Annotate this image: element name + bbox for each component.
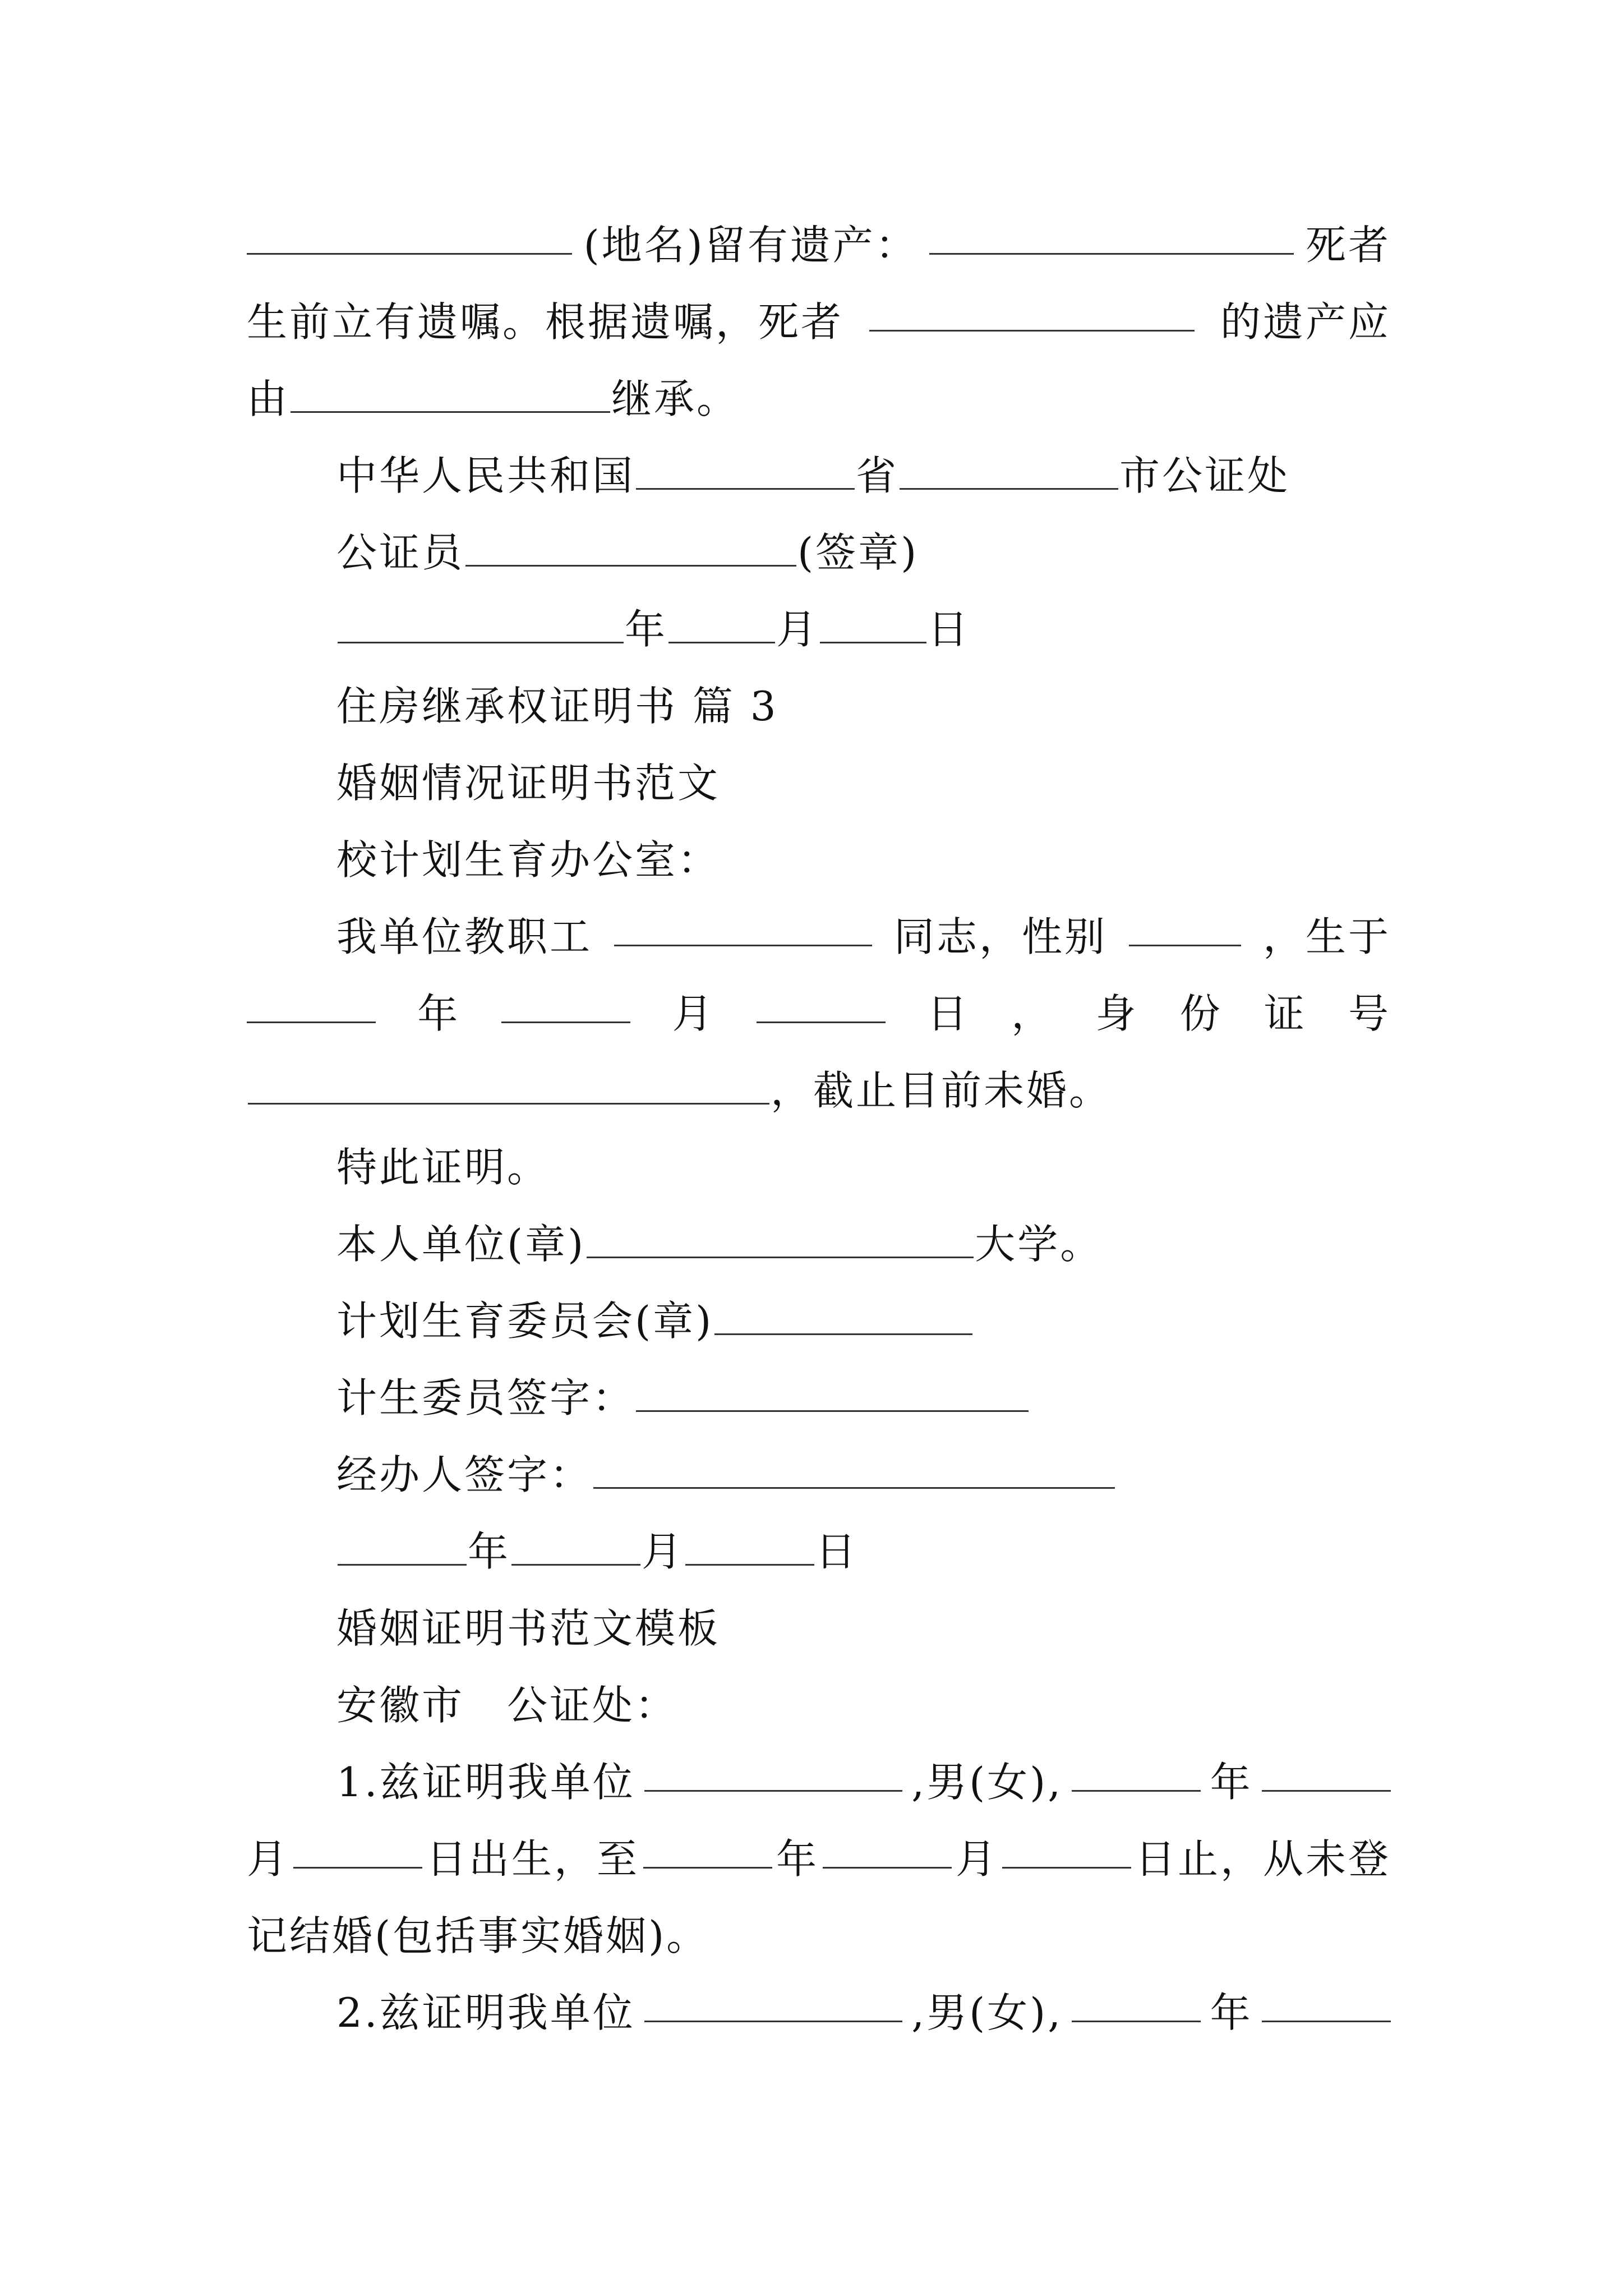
section-heading	[336, 1599, 1391, 1658]
blank-field[interactable]	[1262, 1753, 1391, 1792]
blank-field[interactable]	[636, 451, 855, 490]
blank-field[interactable]	[247, 984, 376, 1023]
text: 同志，性别	[893, 913, 1107, 960]
line-item-2	[336, 1984, 1391, 2042]
text: 我单位教职工	[336, 913, 593, 960]
text: 省	[856, 452, 899, 499]
blank-field[interactable]	[1129, 908, 1241, 946]
text: 生前立有遗嘱。根据遗嘱，死者	[247, 298, 844, 346]
blank-field[interactable]	[593, 1450, 1115, 1489]
blank-field[interactable]	[511, 1527, 640, 1566]
line-birth-id	[247, 984, 1391, 1043]
blank-field[interactable]	[644, 1984, 902, 2022]
blank-field[interactable]	[1072, 1753, 1201, 1792]
text: ，	[1011, 990, 1054, 1037]
text: 月	[776, 606, 819, 653]
text: 计划生育委员会(章)	[336, 1297, 714, 1345]
blank-field[interactable]	[248, 1066, 769, 1105]
line-notary-office	[336, 447, 1391, 505]
text: 1.兹证明我单位	[336, 1759, 635, 1806]
text: 日	[815, 1528, 859, 1575]
text: 死者	[1305, 222, 1391, 269]
line-unit-seal	[336, 1215, 1391, 1273]
blank-field[interactable]	[823, 1830, 952, 1869]
blank-field[interactable]	[668, 605, 775, 643]
text: 号	[1348, 990, 1391, 1037]
text: 的遗产应	[1220, 298, 1391, 346]
blank-field[interactable]	[338, 1527, 467, 1566]
text: 本人单位(章)	[336, 1221, 586, 1268]
line-date	[336, 1522, 1391, 1581]
text: 月	[955, 1835, 998, 1883]
text: 市公证处	[1119, 452, 1290, 499]
section-heading	[336, 754, 1391, 812]
text: 婚姻证明书范文模板	[336, 1605, 721, 1652]
text: 日出生，至	[426, 1835, 639, 1883]
blank-field[interactable]	[757, 984, 886, 1023]
text: 年	[776, 1835, 819, 1883]
blank-field[interactable]	[714, 1296, 972, 1335]
line-date	[336, 600, 1391, 659]
blank-field[interactable]	[293, 1830, 422, 1869]
line-item-1-cont	[247, 1830, 1391, 1888]
line-inherit	[247, 370, 1391, 428]
text: 经办人签字：	[336, 1451, 593, 1498]
text: 婚姻情况证明书范文	[336, 760, 721, 807]
line-estate-location	[247, 216, 1391, 274]
text: ，生于	[1262, 913, 1391, 960]
text: 计生委员签字：	[336, 1374, 635, 1421]
text: 中华人民共和国	[336, 452, 635, 499]
text: 年	[625, 606, 668, 653]
line-committee-signature	[336, 1369, 1391, 1427]
text: 安徽市 公证处：	[336, 1682, 678, 1729]
text: 2.兹证明我单位	[336, 1989, 635, 2036]
text: 特此证明。	[336, 1144, 550, 1191]
blank-field[interactable]	[900, 451, 1118, 490]
blank-field[interactable]	[501, 984, 630, 1023]
blank-field[interactable]	[338, 605, 624, 643]
text: 公证员	[336, 529, 465, 576]
blank-field[interactable]	[644, 1753, 902, 1792]
text: 由	[247, 375, 290, 422]
text: 年	[1210, 1759, 1253, 1806]
text: 月	[247, 1835, 290, 1883]
text: 校计划生育办公室：	[336, 836, 721, 884]
blank-field[interactable]	[929, 216, 1294, 255]
addressee	[336, 831, 1391, 889]
line-handler-signature	[336, 1446, 1391, 1504]
text: 记结婚(包括事实婚姻)。	[247, 1912, 709, 1959]
line-unmarried	[247, 1061, 1391, 1120]
blank-field[interactable]	[247, 216, 572, 255]
text: (签章)	[797, 529, 919, 576]
line-employee	[336, 908, 1391, 966]
text: 证	[1264, 990, 1307, 1037]
text: 继承。	[611, 375, 740, 422]
blank-field[interactable]	[1002, 1830, 1131, 1869]
line-item-1	[336, 1753, 1391, 1811]
blank-field[interactable]	[291, 374, 610, 413]
text: 身	[1095, 990, 1138, 1037]
blank-field[interactable]	[685, 1527, 814, 1566]
text: 年	[468, 1528, 511, 1575]
text: 月	[642, 1528, 685, 1575]
line-certify	[336, 1138, 1391, 1197]
blank-field[interactable]	[820, 605, 926, 643]
blank-field[interactable]	[869, 293, 1195, 332]
text: 日	[928, 606, 971, 653]
text: 年	[1210, 1989, 1253, 2036]
blank-field[interactable]	[465, 528, 796, 567]
text: 日	[926, 990, 970, 1037]
blank-field[interactable]	[1262, 1984, 1391, 2022]
text: ,男(女),	[911, 1989, 1063, 2036]
section-heading	[336, 677, 1391, 735]
text: ，截止目前未婚。	[771, 1067, 1112, 1114]
text: 住房继承权证明书 篇 3	[336, 683, 778, 730]
line-committee-seal	[336, 1292, 1391, 1350]
text: 大学。	[975, 1221, 1103, 1268]
addressee	[336, 1676, 1391, 1734]
blank-field[interactable]	[643, 1830, 772, 1869]
text: 月	[672, 990, 715, 1037]
text: (地名)留有遗产：	[583, 222, 918, 269]
text: 日止，从未登	[1135, 1835, 1391, 1883]
blank-field[interactable]	[587, 1220, 974, 1258]
line-item-1-end	[247, 1907, 1391, 1965]
line-notary-signature	[336, 523, 1391, 582]
text: 年	[417, 990, 460, 1037]
blank-field[interactable]	[636, 1373, 1029, 1412]
blank-field[interactable]	[1072, 1984, 1201, 2022]
text: ,男(女),	[911, 1759, 1063, 1806]
line-will	[247, 293, 1391, 351]
text: 份	[1179, 990, 1223, 1037]
blank-field[interactable]	[614, 908, 872, 946]
